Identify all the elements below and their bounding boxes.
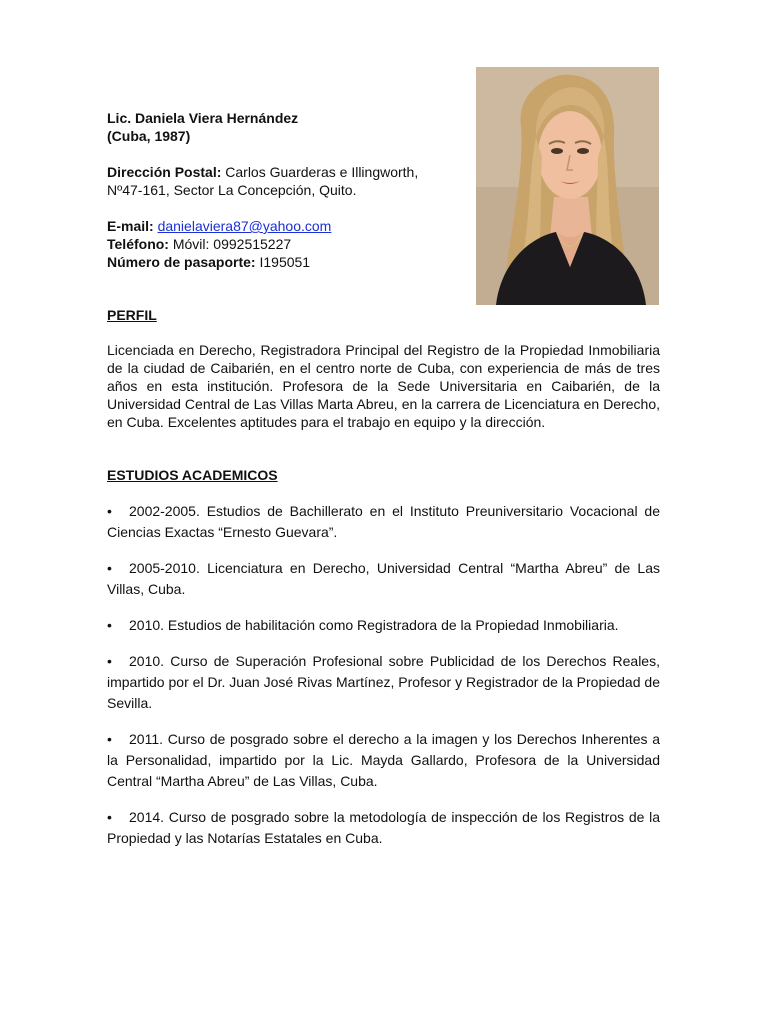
list-item xyxy=(107,807,660,849)
candidate-origin: (Cuba, 1987) xyxy=(107,128,191,144)
bullet-icon: • xyxy=(107,809,112,825)
bullet-icon: • xyxy=(107,560,112,576)
studies-list xyxy=(107,501,660,849)
email-link[interactable]: danielaviera87@yahoo.com xyxy=(157,218,332,234)
study-item-text: 2005-2010. Licenciatura en Derecho, Universidad Central “Martha Abreu” de Las Villas, Cuba. xyxy=(107,560,660,597)
list-item xyxy=(107,501,660,543)
candidate-name: Lic. Daniela Viera Hernández xyxy=(107,110,299,126)
email-label: E-mail: xyxy=(107,218,154,234)
address-line-1 xyxy=(107,163,467,181)
list-item xyxy=(107,558,660,600)
address-value-1: Carlos Guarderas e Illingworth, xyxy=(225,164,419,180)
passport-row xyxy=(107,253,467,271)
study-item-text: 2010. Estudios de habilitación como Registradora de la Propiedad Inmobiliaria. xyxy=(129,617,619,633)
study-item-text: 2002-2005. Estudios de Bachillerato en el Instituto Preuniversitario Vocacional de Ciencias Exactas “Ernesto Guevara”. xyxy=(107,503,660,540)
phone-row xyxy=(107,235,467,253)
address-label: Dirección Postal: xyxy=(107,164,222,180)
address-line-2: Nº47-161, Sector La Concepción, Quito. xyxy=(107,182,357,198)
bullet-icon: • xyxy=(107,653,112,669)
bullet-icon: • xyxy=(107,503,112,519)
passport-label: Número de pasaporte: xyxy=(107,254,256,270)
phone-label: Teléfono: xyxy=(107,236,169,252)
bullet-icon: • xyxy=(107,731,112,747)
list-item xyxy=(107,615,660,636)
bullet-icon: • xyxy=(107,617,112,633)
portrait-photo xyxy=(476,67,659,305)
study-item-text: 2014. Curso de posgrado sobre la metodología de inspección de los Registros de la Propiedad y las Notarías Estatales en Cuba. xyxy=(107,809,660,846)
study-item-text: 2011. Curso de posgrado sobre el derecho a la imagen y los Derechos Inherentes a la Personalidad, impartido por la Lic. Mayda Gallardo, Profesora de la Universidad Central “Martha Abreu” de Las Villas, Cuba. xyxy=(107,731,660,789)
estudios-heading: ESTUDIOS ACADEMICOS xyxy=(107,467,278,483)
passport-value: I195051 xyxy=(259,254,311,270)
phone-value: Móvil: 0992515227 xyxy=(172,236,292,252)
list-item xyxy=(107,651,660,714)
perfil-heading: PERFIL xyxy=(107,307,157,323)
study-item-text: 2010. Curso de Superación Profesional sobre Publicidad de los Derechos Reales, impartido por el Dr. Juan José Rivas Martínez, Profesor y Registrador de la Propiedad de Sevilla. xyxy=(107,653,660,711)
perfil-paragraph: Licenciada en Derecho, Registradora Principal del Registro de la Propiedad Inmobiliaria de la ciudad de Caibarién, en el centro norte de Cuba, con experiencia de más de tres años en esta institución. Profesora de la Sede Universitaria en Caibarién, de la Universidad Central de Las Villas Marta Abreu, en la carrera de Licenciatura en Derecho, en Cuba. Excelentes aptitudes para el trabajo en equipo y la dirección. xyxy=(107,342,660,430)
list-item xyxy=(107,729,660,792)
contact-block xyxy=(107,109,467,271)
email-row xyxy=(107,217,467,235)
portrait-illustration xyxy=(476,67,659,305)
